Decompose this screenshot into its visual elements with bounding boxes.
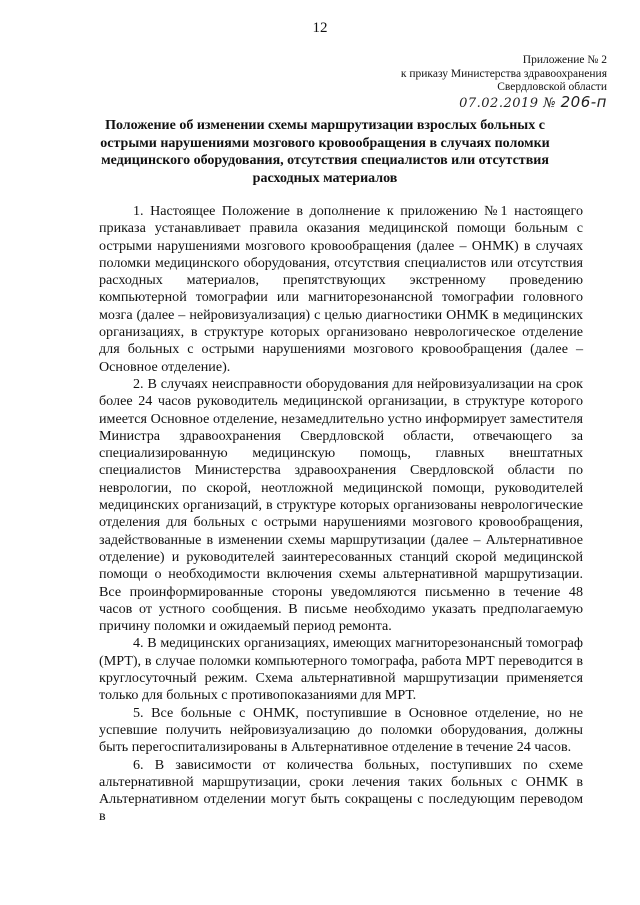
order-number: 206-п: [560, 92, 607, 111]
appendix-line: Приложение № 2: [522, 54, 607, 66]
page-number: 12: [312, 20, 328, 36]
paragraph: 5. Все больные с ОНМК, поступившие в Основное отделение, но не успевшие получить нейровизуализацию до поломки оборудования, должны быть перегоспитализированы в Альтернативное отделение в течение 24 часов.: [99, 704, 583, 756]
paragraph: 6. В зависимости от количества больных, поступивших по схеме альтернативной маршрутизации, сроки лечения таких больных с ОНМК в Альтернативном отделении могут быть сокращены с последующим переводом в: [99, 756, 583, 825]
paragraph: 2. В случаях неисправности оборудования для нейровизуализации на срок более 24 часов руководитель медицинской организации, в структуре которого имеется Основное отделение, незамедлительно устно информирует заместителя Министра здравоохранения Свердловской области, отвечающего за специализированную медицинскую помощь, главных внештатных специалистов Министерства здравоохранения Свердловской области по неврологии, по скорой, неотложной медицинской помощи, руководителей медицинских организаций, в структуре которых организованы неврологические отделения для больных с острыми нарушениями мозгового кровообращения, задействованные в изменении схемы маршрутизации (далее – Альтернативное отделение) и руководителей заинтересованных станций скорой медицинской помощи о необходимости включения схемы альтернативной маршрутизации. Все проинформированные стороны уведомляются письменно в течение 48 часов от устного сообщения. В письме необходимо указать предполагаемую причину поломки и ожидаемый период ремонта.: [99, 375, 583, 635]
order-date: 07.02.2019: [459, 95, 539, 111]
order-date-number: [401, 92, 607, 111]
appendix-line: к приказу Министерства здравоохранения: [400, 67, 607, 80]
appendix-header: [401, 54, 607, 110]
order-number-label: №: [543, 95, 556, 111]
paragraph: 1. Настоящее Положение в дополнение к приложению №1 настоящего приказа устанавливает правила оказания медицинской помощи больным с острыми нарушениями мозгового кровообращения (далее – ОНМК) в случаях поломки медицинского оборудования, отсутствия специалистов или отсутствия расходных материалов, препятствующих экстренному проведению компьютерной томографии или магниторезонансной томографии головного мозга (далее – нейровизуализация) с целью диагностики ОНМК в медицинских организациях, в структуре которых организовано неврологическое отделение для больных с острыми нарушениями мозгового кровообращения (далее – Основное отделение).: [99, 203, 583, 375]
paragraph: 4. В медицинских организациях, имеющих магниторезонансный томограф (МРТ), в случае поломки компьютерного томографа, работа МРТ переводится в круглосуточный режим. Схема альтернативной маршрутизации применяется только для больных с противопоказаниями для МРТ.: [99, 635, 583, 704]
document-body: [99, 203, 583, 826]
appendix-line: Свердловской области: [497, 81, 607, 93]
document-title: Положение об изменении схемы маршрутизации взрослых больных с острыми нарушениями мозгового кровообращения в случаях поломки медицинского оборудования, отсутствия специалистов или отсутствия расходных материалов: [100, 118, 550, 186]
